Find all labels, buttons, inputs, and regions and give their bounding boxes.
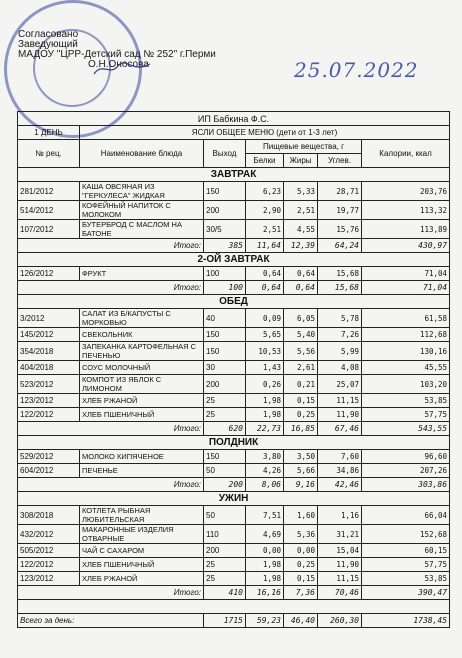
day-label: 1 ДЕНЬ — [18, 126, 80, 140]
protein-value: 4,26 — [246, 464, 284, 478]
approval-date: 25.07.2022 — [294, 58, 419, 82]
calories-value: 96,60 — [362, 450, 450, 464]
protein-value: 1,98 — [246, 572, 284, 586]
total-fat: 16,85 — [284, 422, 318, 436]
fat-value: 4,55 — [284, 220, 318, 239]
menu-row — [18, 450, 450, 464]
recipe-number: 514/2012 — [18, 201, 80, 220]
recipe-number: 123/2012 — [18, 394, 80, 408]
recipe-number: 529/2012 — [18, 450, 80, 464]
dish-output: 50 — [204, 506, 246, 525]
recipe-number: 281/2012 — [18, 182, 80, 201]
carbs-value: 7,26 — [318, 328, 362, 342]
section-header — [18, 295, 450, 309]
total-calories: 430,97 — [362, 239, 450, 253]
carbs-value: 7,60 — [318, 450, 362, 464]
menu-row — [18, 361, 450, 375]
total-label: Итого: — [18, 422, 204, 436]
protein-value: 1,98 — [246, 394, 284, 408]
col-recipe: № рец. — [18, 140, 80, 168]
dish-name: КАША ОВСЯНАЯ ИЗ "ГЕРКУЛЕСА" ЖИДКАЯ — [80, 182, 204, 201]
fat-value: 5,40 — [284, 328, 318, 342]
organization-name: ИП Бабкина Ф.С. — [18, 112, 450, 126]
total-calories: 390,47 — [362, 586, 450, 600]
carbs-value: 34,86 — [318, 464, 362, 478]
fat-value: 0,15 — [284, 394, 318, 408]
protein-value: 5,65 — [246, 328, 284, 342]
section-title: ПОЛДНИК — [18, 436, 450, 450]
protein-value: 2,51 — [246, 220, 284, 239]
protein-value: 3,80 — [246, 450, 284, 464]
dish-output: 40 — [204, 309, 246, 328]
recipe-number: 126/2012 — [18, 267, 80, 281]
calories-value: 53,85 — [362, 394, 450, 408]
carbs-value: 15,76 — [318, 220, 362, 239]
recipe-number: 3/2012 — [18, 309, 80, 328]
carbs-value: 1,16 — [318, 506, 362, 525]
fat-value: 0,21 — [284, 375, 318, 394]
dish-output: 150 — [204, 328, 246, 342]
total-carbs: 64,24 — [318, 239, 362, 253]
fat-value: 0,15 — [284, 572, 318, 586]
total-fat: 12,39 — [284, 239, 318, 253]
section-title: ЗАВТРАК — [18, 168, 450, 182]
section-header — [18, 168, 450, 182]
total-carbs: 70,46 — [318, 586, 362, 600]
total-label: Итого: — [18, 586, 204, 600]
grand-total-carbs: 260,30 — [318, 614, 362, 628]
dish-output: 100 — [204, 267, 246, 281]
dish-name: МАКАРОННЫЕ ИЗДЕЛИЯ ОТВАРНЫЕ — [80, 525, 204, 544]
dish-output: 200 — [204, 375, 246, 394]
protein-value: 6,23 — [246, 182, 284, 201]
fat-value: 5,66 — [284, 464, 318, 478]
menu-row — [18, 394, 450, 408]
carbs-value: 15,68 — [318, 267, 362, 281]
fat-value: 0,25 — [284, 408, 318, 422]
total-fat: 0,64 — [284, 281, 318, 295]
fat-value: 6,05 — [284, 309, 318, 328]
menu-row — [18, 328, 450, 342]
carbs-value: 5,78 — [318, 309, 362, 328]
menu-table — [17, 111, 450, 628]
total-carbs: 42,46 — [318, 478, 362, 492]
recipe-number: 123/2012 — [18, 572, 80, 586]
total-calories: 303,86 — [362, 478, 450, 492]
total-carbs: 15,68 — [318, 281, 362, 295]
total-protein: 0,64 — [246, 281, 284, 295]
protein-value: 4,69 — [246, 525, 284, 544]
protein-value: 0,00 — [246, 544, 284, 558]
total-protein: 22,73 — [246, 422, 284, 436]
approval-line-3: МАДОУ "ЦРР-Детский сад № 252" г.Перми — [18, 49, 216, 60]
calories-value: 61,58 — [362, 309, 450, 328]
calories-value: 203,76 — [362, 182, 450, 201]
carbs-value: 19,77 — [318, 201, 362, 220]
col-output: Выход — [204, 140, 246, 168]
approval-line-1: Согласовано — [18, 29, 79, 40]
col-carbs: Углев. — [318, 154, 362, 168]
menu-row — [18, 220, 450, 239]
carbs-value: 5,99 — [318, 342, 362, 361]
dish-output: 25 — [204, 572, 246, 586]
calories-value: 45,55 — [362, 361, 450, 375]
dish-name: СВЕКОЛЬНИК — [80, 328, 204, 342]
menu-row — [18, 464, 450, 478]
grand-total-label: Всего за день: — [18, 614, 204, 628]
section-header — [18, 436, 450, 450]
dish-name: ЧАЙ С САХАРОМ — [80, 544, 204, 558]
calories-value: 57,75 — [362, 408, 450, 422]
protein-value: 1,98 — [246, 408, 284, 422]
total-label: Итого: — [18, 239, 204, 253]
spacer-row — [18, 600, 450, 614]
menu-row — [18, 201, 450, 220]
grand-total-row — [18, 614, 450, 628]
spacer-cell — [18, 600, 450, 614]
grand-total-output: 1715 — [204, 614, 246, 628]
menu-body — [18, 168, 450, 628]
dish-name: БУТЕРБРОД С МАСЛОМ НА БАТОНЕ — [80, 220, 204, 239]
calories-value: 112,68 — [362, 328, 450, 342]
menu-row — [18, 267, 450, 281]
calories-value: 207,26 — [362, 464, 450, 478]
total-protein: 16,16 — [246, 586, 284, 600]
dish-output: 30 — [204, 361, 246, 375]
dish-output: 150 — [204, 450, 246, 464]
section-title: УЖИН — [18, 492, 450, 506]
carbs-value: 15,04 — [318, 544, 362, 558]
fat-value: 0,00 — [284, 544, 318, 558]
menu-row — [18, 342, 450, 361]
dish-output: 150 — [204, 182, 246, 201]
fat-value: 3,50 — [284, 450, 318, 464]
recipe-number: 122/2012 — [18, 408, 80, 422]
total-protein: 11,64 — [246, 239, 284, 253]
protein-value: 10,53 — [246, 342, 284, 361]
fat-value: 0,25 — [284, 558, 318, 572]
grand-total-fat: 46,40 — [284, 614, 318, 628]
protein-value: 1,43 — [246, 361, 284, 375]
menu-row — [18, 408, 450, 422]
fat-value: 1,60 — [284, 506, 318, 525]
total-fat: 9,16 — [284, 478, 318, 492]
fat-value: 2,61 — [284, 361, 318, 375]
carbs-value: 11,90 — [318, 408, 362, 422]
total-output: 620 — [204, 422, 246, 436]
total-calories: 71,04 — [362, 281, 450, 295]
dish-output: 150 — [204, 342, 246, 361]
menu-row — [18, 309, 450, 328]
dish-output: 25 — [204, 408, 246, 422]
dish-output: 200 — [204, 201, 246, 220]
carbs-value: 11,15 — [318, 394, 362, 408]
dish-name: ХЛЕБ ПШЕНИЧНЫЙ — [80, 408, 204, 422]
dish-name: ХЛЕБ ПШЕНИЧНЫЙ — [80, 558, 204, 572]
section-total-row — [18, 478, 450, 492]
menu-title: ЯСЛИ ОБЩЕЕ МЕНЮ (дети от 1-3 лет) — [80, 126, 450, 140]
carbs-value: 25,07 — [318, 375, 362, 394]
recipe-number: 354/2018 — [18, 342, 80, 361]
recipe-number: 505/2012 — [18, 544, 80, 558]
dish-output: 50 — [204, 464, 246, 478]
protein-value: 1,98 — [246, 558, 284, 572]
approval-line-4: О.Н.Оносова — [88, 59, 149, 70]
recipe-number: 404/2018 — [18, 361, 80, 375]
section-header — [18, 492, 450, 506]
carbs-value: 31,21 — [318, 525, 362, 544]
recipe-number: 145/2012 — [18, 328, 80, 342]
fat-value: 5,33 — [284, 182, 318, 201]
total-output: 200 — [204, 478, 246, 492]
recipe-number: 604/2012 — [18, 464, 80, 478]
calories-value: 113,32 — [362, 201, 450, 220]
dish-name: ХЛЕБ РЖАНОЙ — [80, 572, 204, 586]
total-output: 410 — [204, 586, 246, 600]
recipe-number: 523/2012 — [18, 375, 80, 394]
total-label: Итого: — [18, 478, 204, 492]
dish-name: ФРУКТ — [80, 267, 204, 281]
grand-total-calories: 1738,45 — [362, 614, 450, 628]
total-label: Итого: — [18, 281, 204, 295]
protein-value: 7,51 — [246, 506, 284, 525]
section-header — [18, 253, 450, 267]
section-total-row — [18, 586, 450, 600]
section-total-row — [18, 239, 450, 253]
calories-value: 60,15 — [362, 544, 450, 558]
dish-name: САЛАТ ИЗ Б/КАПУСТЫ С МОРКОВЬЮ — [80, 309, 204, 328]
dish-output: 110 — [204, 525, 246, 544]
menu-row — [18, 182, 450, 201]
menu-row — [18, 375, 450, 394]
protein-value: 0,26 — [246, 375, 284, 394]
col-calories: Калории, ккал — [362, 140, 450, 168]
calories-value: 152,68 — [362, 525, 450, 544]
recipe-number: 432/2012 — [18, 525, 80, 544]
fat-value: 5,56 — [284, 342, 318, 361]
dish-name: МОЛОКО КИПЯЧЕНОЕ — [80, 450, 204, 464]
dish-output: 25 — [204, 394, 246, 408]
col-nutrients: Пищевые вещества, г — [246, 140, 362, 154]
carbs-value: 4,08 — [318, 361, 362, 375]
recipe-number: 308/2018 — [18, 506, 80, 525]
calories-value: 130,16 — [362, 342, 450, 361]
col-name: Наименование блюда — [80, 140, 204, 168]
dish-output: 25 — [204, 558, 246, 572]
calories-value: 57,75 — [362, 558, 450, 572]
section-title: ОБЕД — [18, 295, 450, 309]
calories-value: 71,04 — [362, 267, 450, 281]
col-fat: Жиры — [284, 154, 318, 168]
grand-total-protein: 59,23 — [246, 614, 284, 628]
section-total-row — [18, 281, 450, 295]
menu-row — [18, 525, 450, 544]
menu-row — [18, 572, 450, 586]
menu-row — [18, 544, 450, 558]
fat-value: 0,64 — [284, 267, 318, 281]
dish-name: ЗАПЕКАНКА КАРТОФЕЛЬНАЯ С ПЕЧЕНЬЮ — [80, 342, 204, 361]
menu-row — [18, 558, 450, 572]
total-output: 100 — [204, 281, 246, 295]
carbs-value: 11,90 — [318, 558, 362, 572]
dish-name: КОМПОТ ИЗ ЯБЛОК С ЛИМОНОМ — [80, 375, 204, 394]
dish-name: СОУС МОЛОЧНЫЙ — [80, 361, 204, 375]
dish-name: КОТЛЕТА РЫБНАЯ ЛЮБИТЕЛЬСКАЯ — [80, 506, 204, 525]
dish-name: ПЕЧЕНЬЕ — [80, 464, 204, 478]
section-total-row — [18, 422, 450, 436]
total-calories: 543,55 — [362, 422, 450, 436]
calories-value: 113,89 — [362, 220, 450, 239]
dish-output: 30/5 — [204, 220, 246, 239]
fat-value: 5,36 — [284, 525, 318, 544]
protein-value: 2,90 — [246, 201, 284, 220]
protein-value: 0,09 — [246, 309, 284, 328]
dish-name: ХЛЕБ РЖАНОЙ — [80, 394, 204, 408]
dish-output: 200 — [204, 544, 246, 558]
menu-row — [18, 506, 450, 525]
total-output: 385 — [204, 239, 246, 253]
approval-line-2: Заведующий — [18, 39, 78, 50]
protein-value: 0,64 — [246, 267, 284, 281]
signature-icon — [92, 60, 152, 78]
calories-value: 103,20 — [362, 375, 450, 394]
total-protein: 8,06 — [246, 478, 284, 492]
section-title: 2-ОЙ ЗАВТРАК — [18, 253, 450, 267]
fat-value: 2,51 — [284, 201, 318, 220]
recipe-number: 107/2012 — [18, 220, 80, 239]
carbs-value: 28,71 — [318, 182, 362, 201]
total-carbs: 67,46 — [318, 422, 362, 436]
total-fat: 7,36 — [284, 586, 318, 600]
calories-value: 53,85 — [362, 572, 450, 586]
recipe-number: 122/2012 — [18, 558, 80, 572]
dish-name: КОФЕЙНЫЙ НАПИТОК С МОЛОКОМ — [80, 201, 204, 220]
col-protein: Белки — [246, 154, 284, 168]
calories-value: 66,04 — [362, 506, 450, 525]
carbs-value: 11,15 — [318, 572, 362, 586]
